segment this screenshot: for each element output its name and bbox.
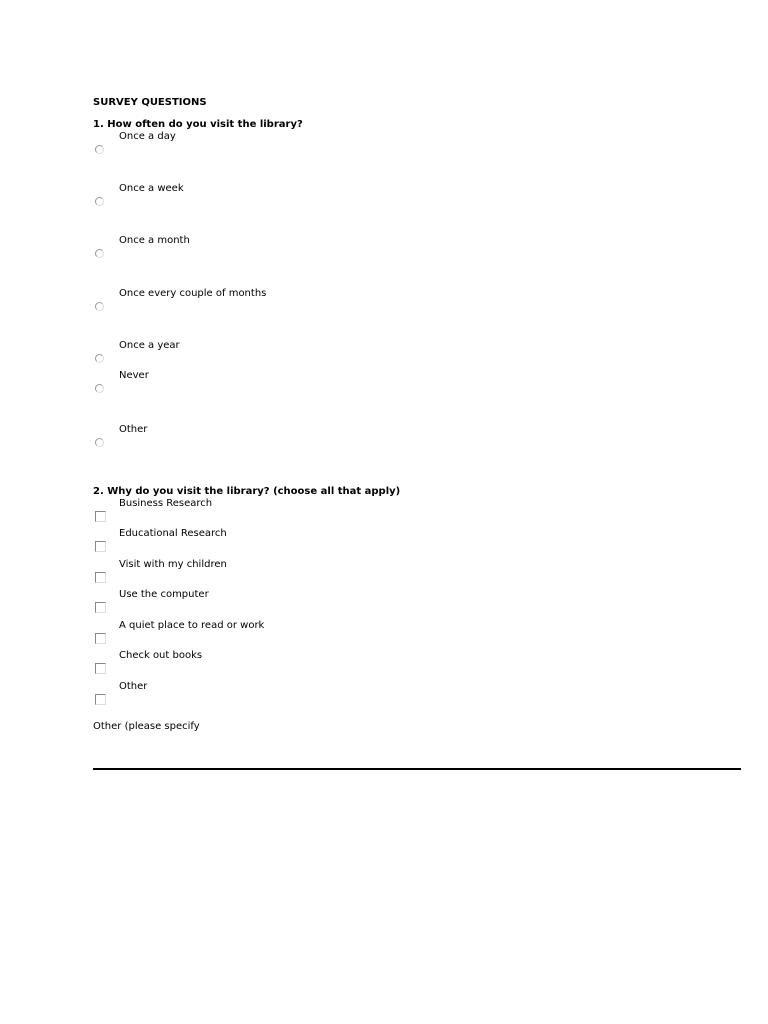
question-1: 1. How often do you visit the library? [93, 119, 303, 130]
checkbox-option-label: Visit with my children [119, 559, 227, 570]
checkbox-option-label: Educational Research [119, 528, 227, 539]
checkbox-option-label: Other [119, 681, 148, 692]
checkbox[interactable] [95, 602, 106, 613]
survey-title: SURVEY QUESTIONS [93, 97, 207, 108]
radio-button[interactable] [95, 249, 104, 258]
radio-option-label: Never [119, 370, 149, 381]
radio-option-label: Once every couple of months [119, 288, 267, 299]
radio-button[interactable] [95, 384, 104, 393]
radio-button[interactable] [95, 438, 104, 447]
checkbox-option-label: Business Research [119, 498, 213, 509]
radio-option-label: Once a week [119, 183, 184, 194]
radio-button[interactable] [95, 302, 104, 311]
checkbox-option-label: Check out books [119, 650, 203, 661]
checkbox-option-label: A quiet place to read or work [119, 620, 265, 631]
radio-option-label: Other [119, 424, 148, 435]
question-2: 2. Why do you visit the library? (choose all that apply) [93, 486, 401, 497]
checkbox-option-label: Use the computer [119, 589, 209, 600]
radio-option-label: Once a year [119, 340, 180, 351]
other-specify-label: Other (please specify [93, 721, 200, 732]
checkbox[interactable] [95, 663, 106, 674]
radio-button[interactable] [95, 145, 104, 154]
radio-option-label: Once a month [119, 235, 190, 246]
checkbox[interactable] [95, 511, 106, 522]
radio-button[interactable] [95, 354, 104, 363]
checkbox[interactable] [95, 694, 106, 705]
radio-button[interactable] [95, 197, 104, 206]
other-specify-input-line[interactable] [93, 768, 741, 770]
checkbox[interactable] [95, 633, 106, 644]
checkbox[interactable] [95, 572, 106, 583]
radio-option-label: Once a day [119, 131, 176, 142]
checkbox[interactable] [95, 541, 106, 552]
